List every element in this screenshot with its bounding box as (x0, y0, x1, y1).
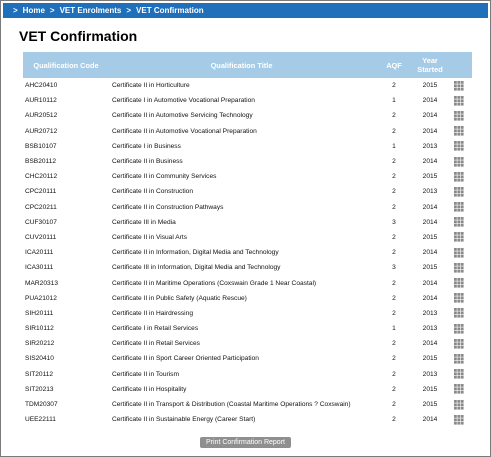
qualification-code-cell: SIT20213 (25, 385, 54, 393)
qualification-code-cell: SIS20410 (25, 355, 54, 363)
aqf-cell: 2 (392, 416, 396, 424)
qualification-code-cell: SIH20111 (25, 309, 54, 317)
qualification-code-cell: AHC20410 (25, 82, 58, 90)
grid-icon[interactable] (454, 81, 464, 91)
qualification-title-cell: Certificate I in Retail Services (112, 325, 199, 333)
qualification-title-cell: Certificate II in Construction Pathways (112, 203, 224, 211)
table-row (23, 230, 472, 245)
button-bar (1, 431, 490, 449)
year-started-cell: 2014 (422, 158, 438, 166)
year-started-cell: 2015 (422, 233, 438, 241)
row-action-cell (446, 139, 472, 154)
table-row (23, 245, 472, 260)
qualification-title-cell: Certificate II in Sustainable Energy (Career Start) (112, 416, 256, 424)
row-action-cell (446, 184, 472, 199)
breadcrumb-current: VET Confirmation (136, 6, 204, 15)
aqf-cell: 2 (392, 309, 396, 317)
table-row (23, 306, 472, 321)
qualification-title-cell: Certificate II in Business (112, 158, 183, 166)
row-action-cell (446, 321, 472, 336)
aqf-cell: 2 (392, 127, 396, 135)
row-action-cell (446, 124, 472, 139)
grid-icon[interactable] (454, 96, 464, 106)
qualification-code-cell: ICA20111 (25, 249, 54, 257)
qualification-code-cell: CUF30107 (25, 218, 57, 226)
qualification-title-cell: Certificate II in Visual Arts (112, 233, 188, 241)
grid-icon[interactable] (454, 126, 464, 136)
year-started-cell: 2014 (422, 203, 438, 211)
aqf-cell: 2 (392, 279, 396, 287)
aqf-cell: 2 (392, 188, 396, 196)
qualification-code-cell: BSB10107 (25, 142, 57, 150)
grid-icon[interactable] (454, 111, 464, 121)
qualification-code-cell: AUR20512 (25, 112, 58, 120)
table-row (23, 124, 472, 139)
grid-icon[interactable] (454, 157, 464, 167)
year-started-cell: 2014 (422, 279, 438, 287)
qualification-title-cell: Certificate II in Construction (112, 188, 193, 196)
aqf-cell: 1 (392, 97, 396, 105)
row-action-cell (446, 93, 472, 108)
qualification-title-cell: Certificate II in Automotive Servicing Technology (112, 112, 253, 120)
row-action-cell (446, 397, 472, 412)
header-qualification-code[interactable]: Qualification Code (23, 52, 109, 78)
aqf-cell: 2 (392, 158, 396, 166)
year-started-cell: 2015 (422, 173, 438, 181)
aqf-cell: 2 (392, 233, 396, 241)
row-action-cell (446, 200, 472, 215)
qualification-title-cell: Certificate II in Horticulture (112, 82, 190, 90)
grid-icon[interactable] (454, 369, 464, 379)
grid-icon[interactable] (454, 293, 464, 303)
year-started-cell: 2015 (422, 264, 438, 272)
grid-icon[interactable] (454, 202, 464, 212)
qualification-code-cell: PUA21012 (25, 294, 57, 302)
year-started-cell: 2014 (422, 416, 438, 424)
row-action-cell (446, 367, 472, 382)
table-row (23, 215, 472, 230)
row-action-cell (446, 108, 472, 123)
row-action-cell (446, 291, 472, 306)
table-row (23, 78, 472, 93)
qualification-code-cell: CPC20211 (25, 203, 57, 211)
table-row (23, 154, 472, 169)
aqf-cell: 2 (392, 355, 396, 363)
qualification-code-cell: CUV20111 (25, 233, 57, 241)
grid-icon[interactable] (454, 217, 464, 227)
year-started-cell: 2013 (422, 188, 438, 196)
year-started-cell: 2015 (422, 401, 438, 409)
aqf-cell: 2 (392, 401, 396, 409)
aqf-cell: 2 (392, 203, 396, 211)
header-year-started[interactable] (414, 52, 446, 78)
year-started-cell: 2014 (422, 112, 438, 120)
qualification-title-cell: Certificate II in Automotive Vocational Preparation (112, 127, 257, 135)
header-year-line1: Year (422, 56, 438, 65)
row-action-cell (446, 275, 472, 290)
table-row (23, 351, 472, 366)
year-started-cell: 2013 (422, 309, 438, 317)
header-actions (446, 52, 472, 78)
aqf-cell: 2 (392, 82, 396, 90)
qualification-code-cell: AUR20712 (25, 127, 58, 135)
row-action-cell (446, 336, 472, 351)
qualification-code-cell: MAR20313 (25, 279, 58, 287)
print-confirmation-report-button[interactable]: Print Confirmation Report (200, 437, 291, 448)
aqf-cell: 2 (392, 112, 396, 120)
qualification-title-cell: Certificate II in Public Safety (Aquatic Rescue) (112, 294, 247, 302)
aqf-cell: 3 (392, 218, 396, 226)
grid-icon[interactable] (454, 384, 464, 394)
qualification-title-cell: Certificate II in Hospitality (112, 385, 187, 393)
table-row (23, 412, 472, 427)
aqf-cell: 2 (392, 294, 396, 302)
year-started-cell: 2013 (422, 325, 438, 333)
qualification-title-cell: Certificate II in Sport Career Oriented Participation (112, 355, 259, 363)
breadcrumb-vet-enrolments[interactable]: VET Enrolments (59, 6, 122, 15)
aqf-cell: 2 (392, 340, 396, 348)
grid-icon[interactable] (454, 339, 464, 349)
qualification-code-cell: SIR20212 (25, 340, 55, 348)
grid-icon[interactable] (454, 141, 464, 151)
qualification-title-cell: Certificate II in Hairdressing (112, 309, 193, 317)
aqf-cell: 1 (392, 325, 396, 333)
page-title: VET Confirmation (19, 28, 138, 44)
grid-icon[interactable] (454, 308, 464, 318)
year-started-cell: 2013 (422, 370, 438, 378)
aqf-cell: 2 (392, 173, 396, 181)
table-body (23, 78, 472, 427)
row-action-cell (446, 382, 472, 397)
breadcrumb-lead-arrow: > (13, 6, 18, 15)
row-action-cell (446, 245, 472, 260)
breadcrumb-separator: > (49, 6, 55, 15)
year-started-cell: 2014 (422, 127, 438, 135)
header-year-line2: Started (417, 65, 443, 74)
row-action-cell (446, 412, 472, 427)
row-action-cell (446, 260, 472, 275)
qualification-title-cell: Certificate II in Tourism (112, 370, 179, 378)
table-row (23, 397, 472, 412)
qualification-title-cell: Certificate III in Information, Digital Media and Technology (112, 264, 281, 272)
aqf-cell: 1 (392, 142, 396, 150)
qualification-title-cell: Certificate I in Automotive Vocational Preparation (112, 97, 255, 105)
table-row (23, 291, 472, 306)
qualification-title-cell: Certificate I in Business (112, 142, 181, 150)
qualification-code-cell: UEE22111 (25, 416, 56, 424)
table-row (23, 184, 472, 199)
aqf-cell: 2 (392, 249, 396, 257)
table-header-row (23, 52, 472, 78)
qualification-title-cell: Certificate II in Maritime Operations (Coxswain Grade 1 Near Coastal) (112, 279, 317, 287)
table-row (23, 367, 472, 382)
breadcrumb-home[interactable]: Home (22, 6, 45, 15)
year-started-cell: 2015 (422, 82, 438, 90)
row-action-cell (446, 306, 472, 321)
table-row (23, 321, 472, 336)
year-started-cell: 2014 (422, 97, 438, 105)
table-row (23, 382, 472, 397)
aqf-cell: 3 (392, 264, 396, 272)
grid-icon[interactable] (454, 278, 464, 288)
table-row (23, 108, 472, 123)
qualification-code-cell: AUR10112 (25, 97, 57, 105)
grid-icon[interactable] (454, 415, 464, 425)
year-started-cell: 2015 (422, 385, 438, 393)
table-row (23, 200, 472, 215)
table-row (23, 336, 472, 351)
table-row (23, 275, 472, 290)
year-started-cell: 2014 (422, 249, 438, 257)
aqf-cell: 2 (392, 385, 396, 393)
table-row (23, 139, 472, 154)
qualification-title-cell: Certificate III in Media (112, 218, 176, 226)
row-action-cell (446, 154, 472, 169)
table-row (23, 93, 472, 108)
qualifications-table (23, 52, 472, 427)
table-row (23, 169, 472, 184)
row-action-cell (446, 169, 472, 184)
aqf-cell: 2 (392, 370, 396, 378)
header-aqf[interactable]: AQF (374, 52, 414, 78)
grid-icon[interactable] (454, 248, 464, 258)
year-started-cell: 2014 (422, 218, 438, 226)
row-action-cell (446, 351, 472, 366)
qualification-title-cell: Certificate II in Transport & Distribution (Coastal Maritime Operations ? Coxswain) (112, 401, 351, 409)
year-started-cell: 2013 (422, 142, 438, 150)
grid-icon[interactable] (454, 400, 464, 410)
year-started-cell: 2014 (422, 340, 438, 348)
row-action-cell (446, 215, 472, 230)
breadcrumb (3, 3, 488, 18)
qualification-code-cell: SIR10112 (25, 325, 54, 333)
qualification-code-cell: CHC20112 (25, 173, 58, 181)
qualification-title-cell: Certificate II in Retail Services (112, 340, 200, 348)
breadcrumb-separator: > (126, 6, 132, 15)
row-action-cell (446, 78, 472, 93)
table-row (23, 260, 472, 275)
qualification-code-cell: SIT20112 (25, 370, 54, 378)
qualification-code-cell: CPC20111 (25, 188, 57, 196)
year-started-cell: 2014 (422, 294, 438, 302)
qualification-title-cell: Certificate II in Information, Digital Media and Technology (112, 249, 279, 257)
grid-icon[interactable] (454, 263, 464, 273)
grid-icon[interactable] (454, 172, 464, 182)
grid-icon[interactable] (454, 324, 464, 334)
qualification-code-cell: TDM20307 (25, 401, 58, 409)
row-action-cell (446, 230, 472, 245)
grid-icon[interactable] (454, 354, 464, 364)
year-started-cell: 2015 (422, 355, 438, 363)
grid-icon[interactable] (454, 187, 464, 197)
header-qualification-title[interactable]: Qualification Title (109, 52, 374, 78)
qualification-title-cell: Certificate II in Community Services (112, 173, 217, 181)
qualification-code-cell: ICA30111 (25, 264, 54, 272)
grid-icon[interactable] (454, 232, 464, 242)
qualification-code-cell: BSB20112 (25, 158, 57, 166)
